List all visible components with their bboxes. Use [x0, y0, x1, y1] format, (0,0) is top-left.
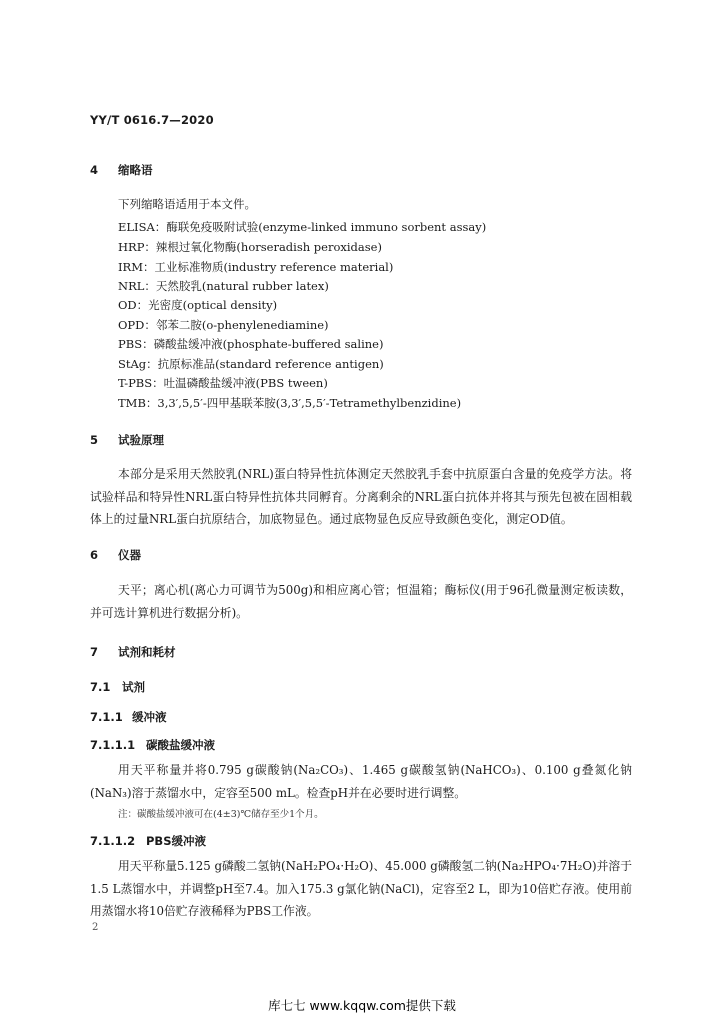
section-7-1-heading: [90, 679, 145, 695]
abbreviation-item: NRL：天然胶乳(natural rubber latex): [118, 279, 329, 293]
section-number: 7: [90, 645, 99, 659]
paragraph-text: 天平；离心机(离心力可调节为500g)和相应离心管；恒温箱；酶标仪(用于96孔微量测定板读数，并可选计算机进行数据分析)。: [90, 583, 632, 620]
paragraph-text: 本部分是采用天然胶乳(NRL)蛋白特异性抗体测定天然胶乳手套中抗原蛋白含量的免疫学方法。将试验样品和特异性NRL蛋白特异性抗体共同孵育。分离剩余的NRL蛋白抗体并将其与预先包被在固相载体上的过量NRL蛋白抗原结合，加底物显色。通过底物显色反应导致颜色变化，测定OD值。: [90, 467, 632, 527]
section-7-1-1-heading: [90, 709, 167, 725]
abbreviation-item: StAg：抗原标准品(standard reference antigen): [118, 357, 384, 371]
pbs-buffer-paragraph: [90, 855, 632, 923]
section-title: 试验原理: [118, 433, 164, 447]
abbreviation-item: IRM：工业标准物质(industry reference material): [118, 260, 394, 274]
abbreviation-item: T-PBS：吐温磷酸盐缓冲液(PBS tween): [118, 376, 328, 390]
section-number: 7.1: [90, 680, 111, 694]
abbreviation-item: TMB：3,3′,5,5′-四甲基联苯胺(3,3′,5,5′-Tetramethylbenzidine): [118, 396, 462, 410]
section-title: 仪器: [118, 548, 141, 562]
abbreviation-item: OD：光密度(optical density): [118, 298, 278, 312]
section-title: 缓冲液: [132, 710, 167, 724]
section-7-1-1-2-heading: [90, 833, 206, 849]
section-title: 试剂和耗材: [118, 645, 176, 659]
section-6-heading: [90, 547, 141, 563]
standard-number-header: YY/T 0616.7—2020: [90, 113, 214, 127]
section-number: 7.1.1.1: [90, 738, 136, 752]
section-title: 碳酸盐缓冲液: [146, 738, 215, 752]
abbreviation-item: PBS：磷酸盐缓冲液(phosphate-buffered saline): [118, 337, 384, 351]
abbreviation-item: ELISA：酶联免疫吸附试验(enzyme-linked immuno sorbent assay): [118, 220, 487, 234]
section-5-heading: [90, 432, 164, 448]
section-title: 试剂: [122, 680, 145, 694]
apparatus-paragraph: [90, 579, 632, 624]
section-number: 7.1.1: [90, 710, 123, 724]
carbonate-buffer-paragraph: [90, 759, 632, 804]
download-footer: 库七七 www.kqqw.com提供下载: [268, 998, 456, 1013]
page-number: 2: [92, 922, 99, 933]
section-7-heading: [90, 644, 176, 660]
section-number: 5: [90, 433, 99, 447]
section-4-heading: [90, 162, 153, 178]
section-title: 缩略语: [118, 163, 153, 177]
abbreviation-item: OPD：邻苯二胺(o-phenylenediamine): [118, 318, 329, 332]
abbreviation-item: HRP：辣根过氧化物酶(horseradish peroxidase): [118, 240, 382, 254]
section-number: 6: [90, 548, 99, 562]
section-title: PBS缓冲液: [146, 834, 206, 848]
paragraph-text: 用天平称量5.125 g磷酸二氢钠(NaH₂PO₄·H₂O)、45.000 g磷酸氢二钠(Na₂HPO₄·7H₂O)并溶于1.5 L蒸馏水中，并调整pH至7.4。加入175.3 g氯化钠(NaCl)，定容至2 L，即为10倍贮存液。使用前用蒸馏水将10倍贮存液稀释为PBS工作液。: [90, 859, 633, 919]
principle-paragraph: [90, 463, 632, 531]
section-number: 7.1.1.2: [90, 834, 136, 848]
section-7-1-1-1-heading: [90, 737, 215, 753]
storage-note: 注：碳酸盐缓冲液可在(4±3)℃储存至少1个月。: [118, 809, 324, 820]
paragraph-text: 用天平称量并将0.795 g碳酸钠(Na₂CO₃)、1.465 g碳酸氢钠(NaHCO₃)、0.100 g叠氮化钠(NaN₃)溶于蒸馏水中，定容至500 mL。检查pH并在必要时进行调整。: [90, 763, 632, 800]
abbreviations-intro: 下列缩略语适用于本文件。: [118, 197, 256, 211]
section-number: 4: [90, 163, 99, 177]
